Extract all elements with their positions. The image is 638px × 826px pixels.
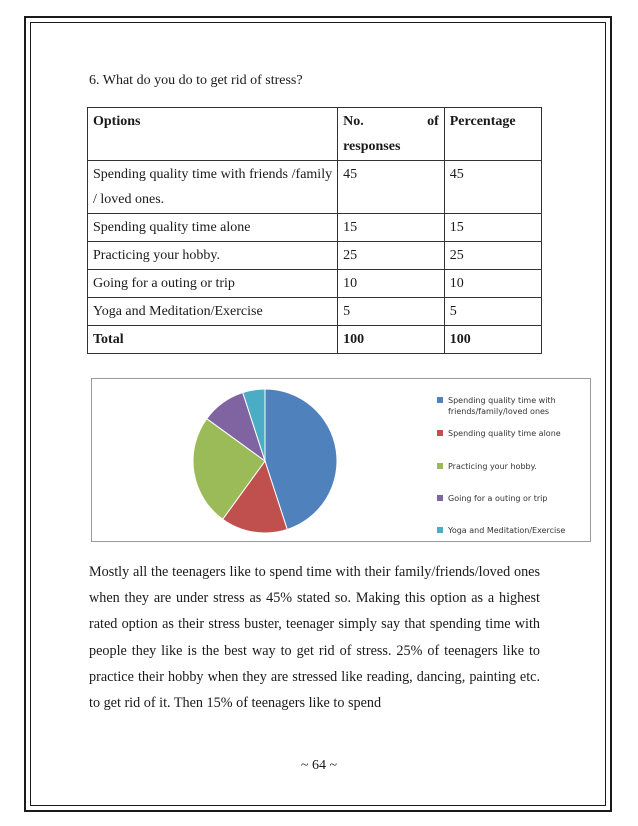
survey-table [87,107,542,354]
table-row [88,242,542,270]
legend-item [437,428,587,439]
row-responses: 10 [338,270,445,298]
header-percentage: Percentage [444,108,541,161]
row-percentage: 15 [444,214,541,242]
row-percentage: 25 [444,242,541,270]
row-responses: 45 [338,161,445,214]
table-total-row [88,326,542,354]
legend-swatch [437,463,443,469]
pie-chart [91,378,591,542]
header-responses-no: No. [343,114,364,129]
total-responses: 100 [338,326,445,354]
legend-label: Spending quality time alone [448,429,561,438]
legend-swatch [437,430,443,436]
table-row [88,298,542,326]
row-responses: 5 [338,298,445,326]
legend-item [437,395,587,417]
legend-swatch [437,397,443,403]
legend-label: Spending quality time with [448,396,556,405]
header-responses [338,108,445,161]
legend-item [437,461,587,472]
row-percentage: 5 [444,298,541,326]
row-percentage: 45 [444,161,541,214]
table-row [88,270,542,298]
legend-item [437,493,587,504]
header-responses-of: of [427,114,439,129]
legend-label: Yoga and Meditation/Exercise [448,526,566,535]
legend-item [437,525,587,536]
row-option: Spending quality time with friends /family / loved ones. [88,161,338,214]
row-option: Practicing your hobby. [88,242,338,270]
table-header-row [88,108,542,161]
total-label: Total [88,326,338,354]
total-percentage: 100 [444,326,541,354]
question-heading: 6. What do you do to get rid of stress? [89,73,303,88]
row-responses: 25 [338,242,445,270]
header-options: Options [88,108,338,161]
legend-label: Going for a outing or trip [448,494,548,503]
page-number: ~ 64 ~ [300,758,338,773]
row-option: Going for a outing or trip [88,270,338,298]
header-responses-label: responses [343,139,401,154]
legend-swatch [437,527,443,533]
row-option: Spending quality time alone [88,214,338,242]
row-option: Yoga and Meditation/Exercise [88,298,338,326]
table-row [88,161,542,214]
table-row [88,214,542,242]
row-responses: 15 [338,214,445,242]
legend-label: friends/family/loved ones [448,407,550,416]
row-percentage: 10 [444,270,541,298]
legend-swatch [437,495,443,501]
legend-label: Practicing your hobby. [448,462,537,471]
analysis-paragraph: Mostly all the teenagers like to spend time with their family/friends/loved ones when they are under stress as 45% stated so. Making this option as a highest rated option as their stress buster, teenager simply say that spending time with people they like is the best way to get rid of stress. 25% of teenagers like to practice their hobby when they are stressed like reading, dancing, painting etc. to get rid of it. Then 15% of teenagers like to spend [89,564,540,712]
